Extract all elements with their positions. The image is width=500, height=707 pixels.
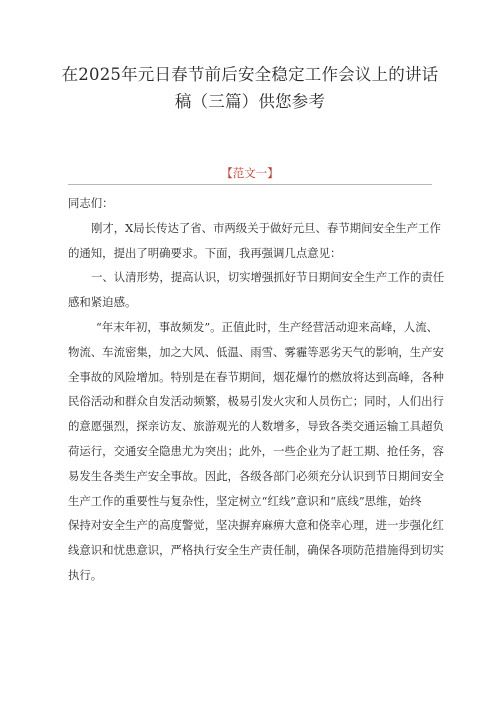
document-title-line-1: 在2025年元日春节前后安全稳定工作会议上的讲话 [61,65,439,84]
paragraph-3-line-8: 生产工作的重要性与复杂性，坚定树立“红线”意识和“底线”思维，始终 [68,493,422,508]
paragraph-3-line-4: 民俗活动和群众自发活动频繁，极易引发火灾和人员伤亡；同时，人们出行 [68,394,444,409]
paragraph-1-line-2: 的通知，提出了明确要求。下面，我再强调几点意见： [68,245,342,260]
paragraph-3-line-1: “年末年初，事故频发”。正值此时，生产经营活动迎来高峰，人流、 [96,319,438,334]
paragraph-3-line-6: 荷运行，交通安全隐患尤为突出；此外，一些企业为了赶工期、抢任务，容 [68,443,444,458]
document-body [68,191,445,588]
paragraph-3-line-3: 全事故的风险增加。特别是在春节期间，烟花爆竹的燃放将达到高峰，各种 [68,369,444,384]
section-divider [68,184,432,185]
paragraph-3-line-2: 物流、车流密集，加之大风、低温、雨雪、雾霾等恶劣天气的影响，生产安 [68,344,444,359]
paragraph-3-line-11: 执行。 [68,567,103,582]
paragraph-3-line-10: 线意识和忧患意识，严格执行安全生产责任制，确保各项防范措施得到切实 [68,543,444,558]
paragraph-3-line-9: 保持对安全生产的高度警觉，坚决摒弃麻痹大意和侥幸心理，进一步强化红 [68,518,444,533]
paragraph-2-line-1: 一、认清形势，提高认识，切实增强抓好节日期间安全生产工作的责任 [91,270,445,285]
paragraph-2-line-2: 感和紧迫感。 [68,295,137,310]
section-label: 【范文一】 [221,166,279,180]
paragraph-3-line-7: 易发生各类生产安全事故。因此，各级各部门必须充分认识到节日期间安全 [68,468,444,483]
paragraph-1-line-1: 刚才，X局长传达了省、市两级关于做好元旦、春节期间安全生产工作 [91,220,441,235]
document-title-line-2: 稿（三篇）供您参考 [174,92,326,111]
paragraph-3-line-5: 的意愿强烈，探亲访友、旅游观光的人数增多，导致各类交通运输工具超负 [68,419,444,434]
salutation: 同志们： [68,196,114,210]
